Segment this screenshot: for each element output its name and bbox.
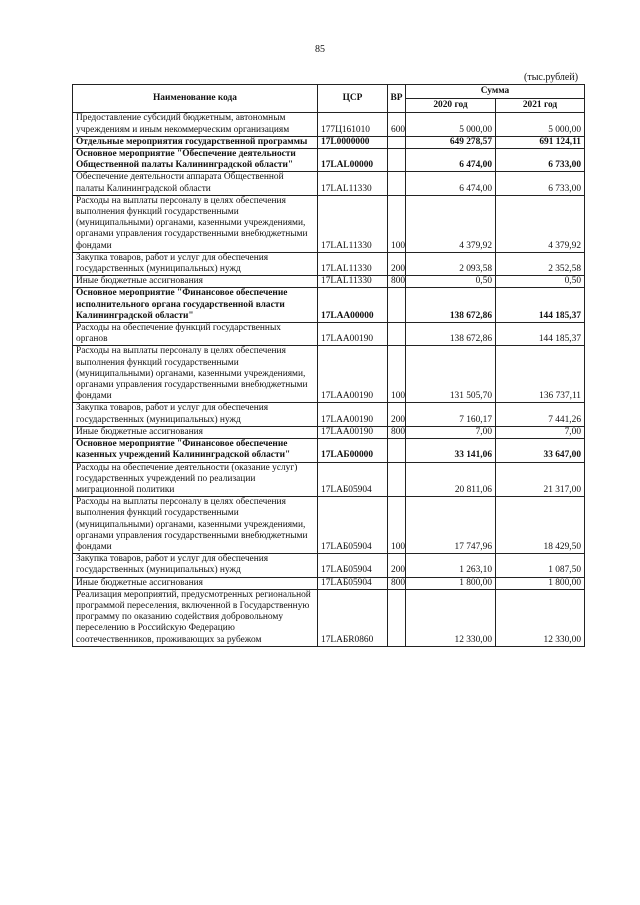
- row-vr-code: 600: [388, 113, 406, 136]
- row-vr-code: 800: [388, 426, 406, 438]
- table-row: [73, 252, 585, 275]
- header-name: Наименование кода: [73, 85, 318, 113]
- row-name: Расходы на обеспечение деятельности (оказание услуг) государственных учреждений по реализации миграционной политики: [73, 462, 318, 497]
- row-amount-2020: 649 278,57: [406, 136, 496, 148]
- row-vr-code: [388, 323, 406, 346]
- row-amount-2020: 6 474,00: [406, 172, 496, 195]
- row-vr-code: 100: [388, 497, 406, 554]
- table-row: [73, 577, 585, 589]
- table-row: [73, 172, 585, 195]
- row-name: Иные бюджетные ассигнования: [73, 577, 318, 589]
- row-amount-2020: 20 811,06: [406, 462, 496, 497]
- row-amount-2021: 5 000,00: [496, 113, 585, 136]
- row-amount-2020: 138 672,86: [406, 288, 496, 323]
- header-year-2020: 2020 год: [406, 99, 496, 113]
- table-row: [73, 346, 585, 403]
- row-amount-2021: 4 379,92: [496, 195, 585, 252]
- row-name: Расходы на выплаты персоналу в целях обеспечения выполнения функций государственными (муниципальными) органами, казенными учреждениями, органами управления государственными внебюджетными фондами: [73, 497, 318, 554]
- table-row: [73, 462, 585, 497]
- row-amount-2020: 17 747,96: [406, 497, 496, 554]
- budget-table: [72, 84, 585, 647]
- row-name: Основное мероприятие "Обеспечение деятельности Общественной палаты Калининградской области": [73, 149, 318, 172]
- row-name: Иные бюджетные ассигнования: [73, 276, 318, 288]
- row-amount-2021: 1 087,50: [496, 554, 585, 577]
- row-amount-2021: 691 124,11: [496, 136, 585, 148]
- table-body: [73, 113, 585, 646]
- table-row: [73, 113, 585, 136]
- row-name: Расходы на выплаты персоналу в целях обеспечения выполнения функций государственными (муниципальными) органами, казенными учреждениями, органами управления государственными внебюджетными фондами: [73, 195, 318, 252]
- table-row: [73, 426, 585, 438]
- row-name: Расходы на обеспечение функций государственных органов: [73, 323, 318, 346]
- row-name: Закупка товаров, работ и услуг для обеспечения государственных (муниципальных) нужд: [73, 403, 318, 426]
- row-vr-code: [388, 172, 406, 195]
- row-vr-code: [388, 149, 406, 172]
- row-vr-code: [388, 288, 406, 323]
- row-amount-2020: 2 093,58: [406, 252, 496, 275]
- row-csr-code: 17LAA00190: [318, 323, 388, 346]
- row-amount-2020: 131 505,70: [406, 346, 496, 403]
- row-amount-2020: 6 474,00: [406, 149, 496, 172]
- row-amount-2020: 33 141,06: [406, 439, 496, 462]
- row-amount-2021: 33 647,00: [496, 439, 585, 462]
- row-csr-code: 17LAL11330: [318, 252, 388, 275]
- header-sum: Сумма: [406, 85, 585, 99]
- row-csr-code: 17LAБ00000: [318, 439, 388, 462]
- row-amount-2021: 12 330,00: [496, 589, 585, 646]
- table-row: [73, 403, 585, 426]
- row-csr-code: 17LAБR0860: [318, 589, 388, 646]
- row-csr-code: 17LAБ05904: [318, 497, 388, 554]
- row-name: Основное мероприятие "Финансовое обеспечение исполнительного органа государственной власти Калининградской области": [73, 288, 318, 323]
- row-amount-2020: 4 379,92: [406, 195, 496, 252]
- row-amount-2020: 12 330,00: [406, 589, 496, 646]
- row-vr-code: [388, 462, 406, 497]
- row-vr-code: 800: [388, 276, 406, 288]
- row-vr-code: 200: [388, 403, 406, 426]
- row-amount-2021: 136 737,11: [496, 346, 585, 403]
- table-row: [73, 497, 585, 554]
- row-vr-code: [388, 439, 406, 462]
- row-amount-2021: 6 733,00: [496, 172, 585, 195]
- row-csr-code: 17LAБ05904: [318, 462, 388, 497]
- row-name: Предоставление субсидий бюджетным, автономным учреждениям и иным некоммерческим организациям: [73, 113, 318, 136]
- row-csr-code: 17L0000000: [318, 136, 388, 148]
- row-amount-2021: 0,50: [496, 276, 585, 288]
- row-name: Реализация мероприятий, предусмотренных региональной программой переселения, включенной в Государственную программу по оказанию содействия добровольному переселению в Российскую Федерацию соотечественников, проживающих за рубежом: [73, 589, 318, 646]
- row-name: Основное мероприятие "Финансовое обеспечение казенных учреждений Калининградской области": [73, 439, 318, 462]
- row-vr-code: 800: [388, 577, 406, 589]
- row-vr-code: [388, 136, 406, 148]
- row-vr-code: 200: [388, 252, 406, 275]
- row-name: Отдельные мероприятия государственной программы: [73, 136, 318, 148]
- row-amount-2020: 7 160,17: [406, 403, 496, 426]
- row-csr-code: 17LAA00190: [318, 403, 388, 426]
- row-csr-code: 17LAL00000: [318, 149, 388, 172]
- row-vr-code: 100: [388, 346, 406, 403]
- row-csr-code: 17LAA00190: [318, 346, 388, 403]
- row-name: Закупка товаров, работ и услуг для обеспечения государственных (муниципальных) нужд: [73, 252, 318, 275]
- row-vr-code: [388, 589, 406, 646]
- table-row: [73, 439, 585, 462]
- row-vr-code: 200: [388, 554, 406, 577]
- row-amount-2021: 144 185,37: [496, 323, 585, 346]
- header-csr: ЦСР: [318, 85, 388, 113]
- row-csr-code: 17LAБ05904: [318, 554, 388, 577]
- row-name: Расходы на выплаты персоналу в целях обеспечения выполнения функций государственными (муниципальными) органами, казенными учреждениями, органами управления государственными внебюджетными фондами: [73, 346, 318, 403]
- row-csr-code: 17LAБ05904: [318, 577, 388, 589]
- row-csr-code: 17LAA00190: [318, 426, 388, 438]
- row-csr-code: 17LAL11330: [318, 195, 388, 252]
- header-year-2021: 2021 год: [496, 99, 585, 113]
- row-amount-2020: 138 672,86: [406, 323, 496, 346]
- table-row: [73, 589, 585, 646]
- row-amount-2020: 7,00: [406, 426, 496, 438]
- row-amount-2021: 144 185,37: [496, 288, 585, 323]
- row-vr-code: 100: [388, 195, 406, 252]
- row-name: Иные бюджетные ассигнования: [73, 426, 318, 438]
- row-amount-2021: 7,00: [496, 426, 585, 438]
- row-csr-code: 177Ц161010: [318, 113, 388, 136]
- table-row: [73, 554, 585, 577]
- row-name: Закупка товаров, работ и услуг для обеспечения государственных (муниципальных) нужд: [73, 554, 318, 577]
- row-amount-2021: 18 429,50: [496, 497, 585, 554]
- header-vr: ВР: [388, 85, 406, 113]
- row-csr-code: 17LAA00000: [318, 288, 388, 323]
- row-amount-2021: 2 352,58: [496, 252, 585, 275]
- table-row: [73, 288, 585, 323]
- table-header: [73, 85, 585, 113]
- row-amount-2020: 0,50: [406, 276, 496, 288]
- row-name: Обеспечение деятельности аппарата Общественной палаты Калининградской области: [73, 172, 318, 195]
- table-row: [73, 195, 585, 252]
- row-amount-2020: 1 263,10: [406, 554, 496, 577]
- row-amount-2020: 5 000,00: [406, 113, 496, 136]
- row-csr-code: 17LAL11330: [318, 276, 388, 288]
- table-row: [73, 323, 585, 346]
- row-amount-2020: 1 800,00: [406, 577, 496, 589]
- table-row: [73, 136, 585, 148]
- table-row: [73, 149, 585, 172]
- row-csr-code: 17LAL11330: [318, 172, 388, 195]
- row-amount-2021: 1 800,00: [496, 577, 585, 589]
- table-row: [73, 276, 585, 288]
- units-label: (тыс.рублей): [524, 72, 579, 83]
- page-number: 85: [315, 44, 325, 55]
- row-amount-2021: 21 317,00: [496, 462, 585, 497]
- row-amount-2021: 6 733,00: [496, 149, 585, 172]
- row-amount-2021: 7 441,26: [496, 403, 585, 426]
